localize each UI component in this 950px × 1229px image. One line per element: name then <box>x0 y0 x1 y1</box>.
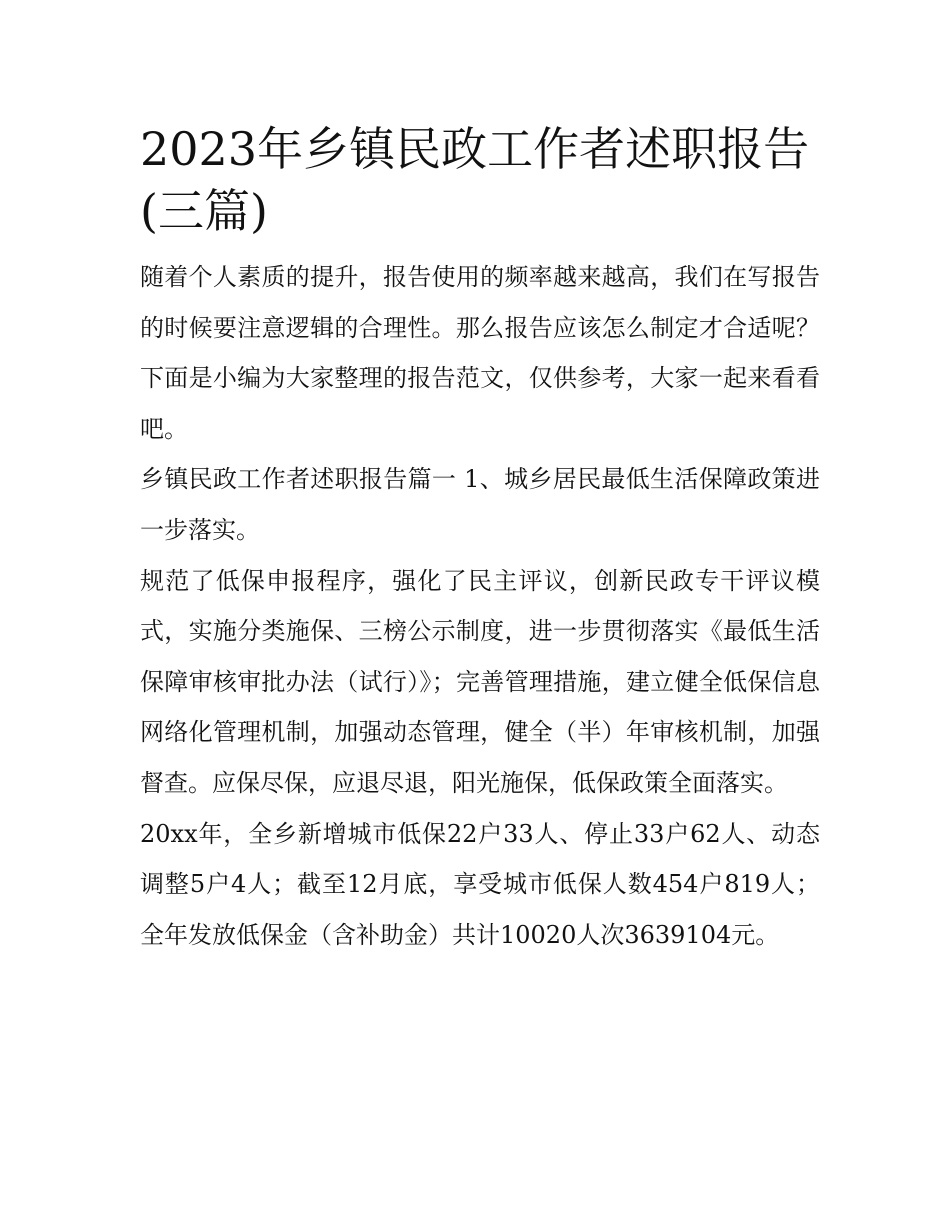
document-page <box>140 118 820 960</box>
paragraph-statistics: 20xx年，全乡新增城市低保22户33人、停止33户62人、动态调整5户4人；截至12月底，享受城市低保人数454户819人；全年发放低保金（含补助金）共计10020人次3639104元。 <box>140 819 820 949</box>
paragraph-policy: 规范了低保申报程序，强化了民主评议，创新民政专干评议模式，实施分类施保、三榜公示制度，进一步贯彻落实《最低生活保障审核审批办法（试行）》；完善管理措施，建立健全低保信息网络化管理机制，加强动态管理，健全（半）年审核机制，加强督查。应保尽保，应退尽退，阳光施保，低保政策全面落实。 <box>140 566 820 797</box>
paragraph-intro: 随着个人素质的提升，报告使用的频率越来越高，我们在写报告的时候要注意逻辑的合理性。那么报告应该怎么制定才合适呢？下面是小编为大家整理的报告范文，仅供参考，大家一起来看看吧。 <box>140 263 820 443</box>
paragraph-section-heading: 乡镇民政工作者述职报告篇一 1、城乡居民最低生活保障政策进一步落实。 <box>140 465 820 544</box>
document-title: 2023年乡镇民政工作者述职报告(三篇) <box>140 122 810 238</box>
